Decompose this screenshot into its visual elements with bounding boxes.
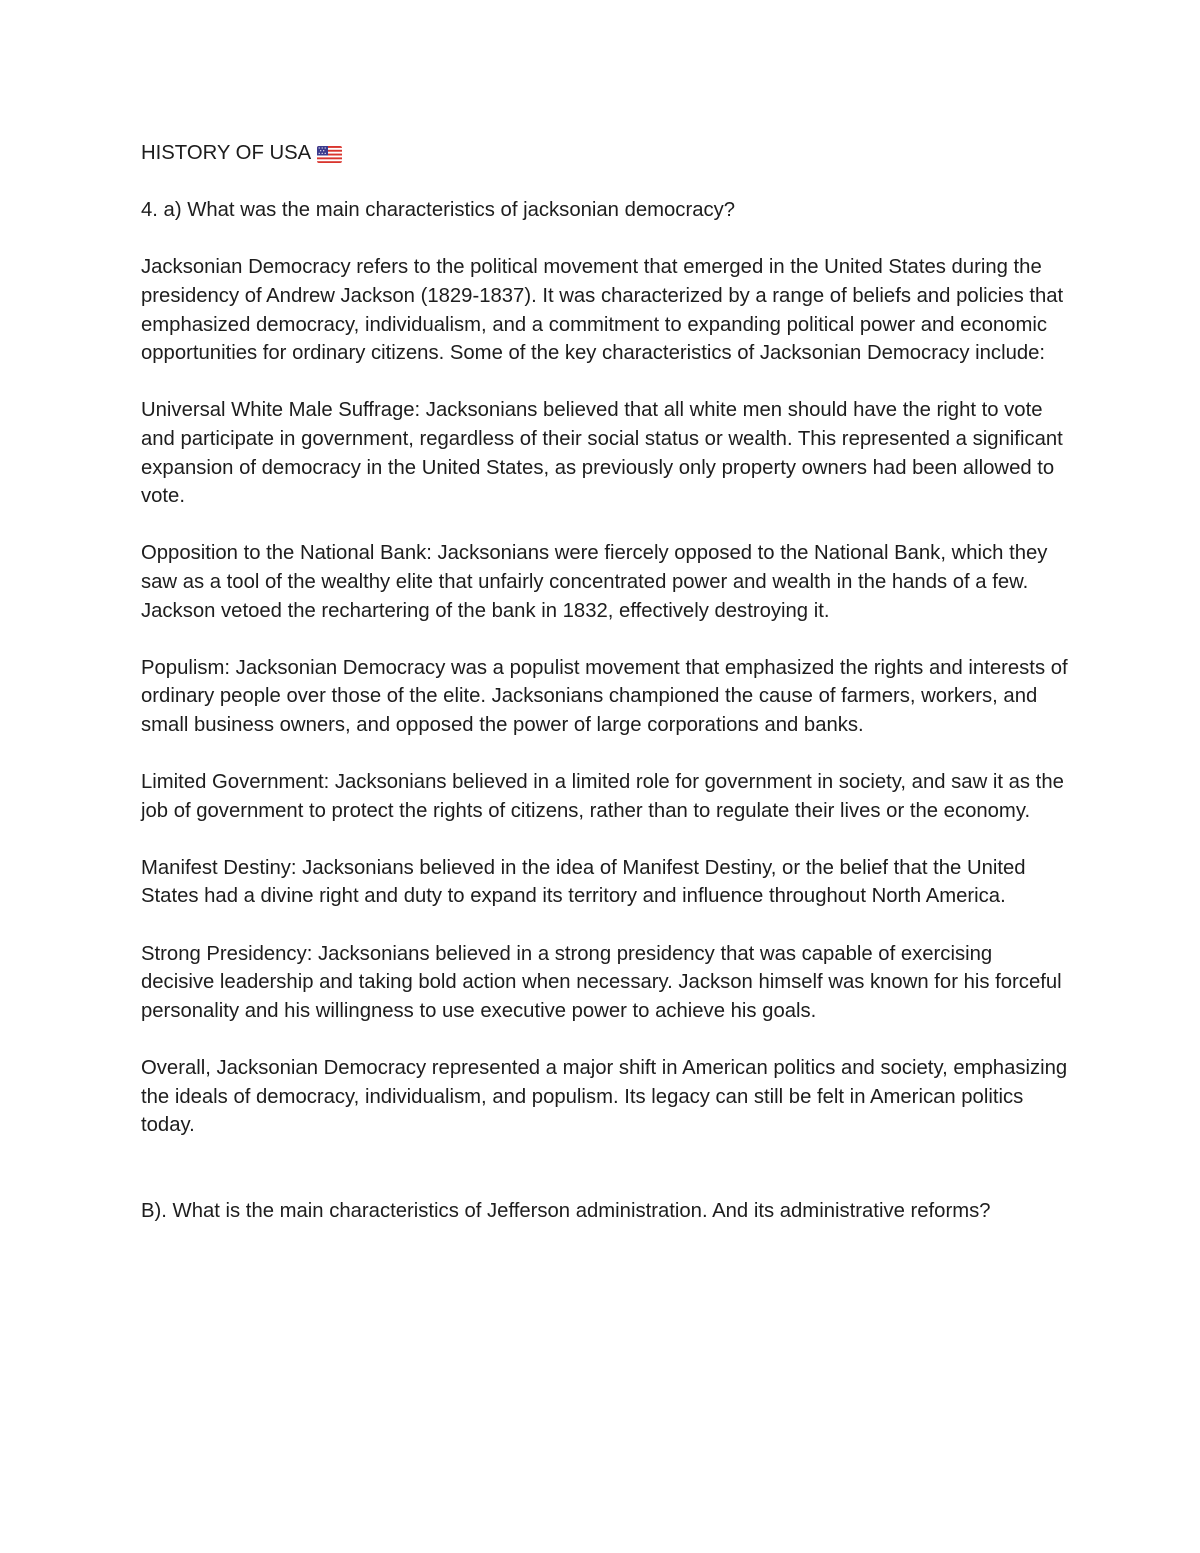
- question-b: B). What is the main characteristics of Jefferson administration. And its administrative reforms?: [141, 1199, 991, 1222]
- document-body: [141, 139, 1071, 1254]
- paragraph-suffrage: Universal White Male Suffrage: Jacksonians believed that all white men should have the right to vote and participate in government, regardless of their social status or wealth. This represented a significant expansion of democracy in the United States, as previously only property owners had been allowed to vote.: [141, 399, 1063, 508]
- paragraph-overall: Overall, Jacksonian Democracy represented a major shift in American politics and society, emphasizing the ideals of democracy, individualism, and populism. Its legacy can still be felt in American politics today.: [141, 1057, 1068, 1137]
- paragraph-populism: Populism: Jacksonian Democracy was a populist movement that emphasized the rights and interests of ordinary people over those of the elite. Jacksonians championed the cause of farmers, workers, and small business owners, and opposed the power of large corporations and banks.: [141, 656, 1068, 736]
- us-flag-icon: [317, 146, 342, 163]
- paragraph-national-bank: Opposition to the National Bank: Jacksonians were fiercely opposed to the National Bank, which they saw as a tool of the wealthy elite that unfairly concentrated power and wealth in the hands of a few. Jackson vetoed the rechartering of the bank in 1832, effectively destroying it.: [141, 542, 1048, 622]
- blank-line: [141, 1168, 1071, 1197]
- question-a: 4. a) What was the main characteristics of jacksonian democracy?: [141, 199, 736, 222]
- document-title: HISTORY OF USA: [141, 142, 312, 164]
- paragraph-manifest-destiny: Manifest Destiny: Jacksonians believed in the idea of Manifest Destiny, or the belief that the United States had a divine right and duty to expand its territory and influence throughout North America.: [141, 856, 1026, 908]
- paragraph-intro: Jacksonian Democracy refers to the political movement that emerged in the United States during the presidency of Andrew Jackson (1829-1837). It was characterized by a range of beliefs and policies that emphasized democracy, individualism, and a commitment to expanding political power and economic opportunities for ordinary citizens. Some of the key characteristics of Jacksonian Democracy include:: [141, 256, 1064, 365]
- paragraph-limited-government: Limited Government: Jacksonians believed in a limited role for government in society, and saw it as the job of government to protect the rights of citizens, rather than to regulate their lives or the economy.: [141, 771, 1064, 822]
- document-title-line: [141, 139, 1071, 168]
- paragraph-strong-presidency: Strong Presidency: Jacksonians believed in a strong presidency that was capable of exercising decisive leadership and taking bold action when necessary. Jackson himself was known for his forceful personality and his willingness to use executive power to achieve his goals.: [141, 942, 1062, 1022]
